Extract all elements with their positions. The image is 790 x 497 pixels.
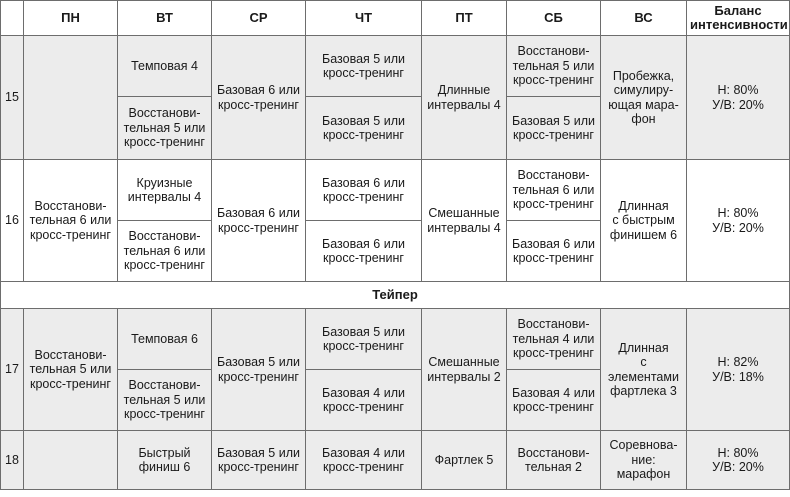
cell-text-line: Базовая 6 или [512,236,595,251]
cell-text-line: кросс-тренинг [512,346,594,361]
cell-text-line: Восстанови- [128,106,201,121]
cell-text-line: интервалы 4 [427,220,501,235]
balance-cell [687,36,790,160]
tue-top-cell [118,36,212,97]
week-16-row-top [1,160,790,221]
cell-text-line: ющая мара- [608,97,679,112]
cell-text-line: кросс-тренинг [512,73,594,88]
cell-text-line: У/В: 18% [712,369,764,384]
cell-text-line: кросс-тренинг [217,97,299,112]
cell-text-line: У/В: 20% [712,460,764,474]
cell-text-line: интервалы 4 [427,97,501,112]
cell-text-line: тельная 6 или [512,182,595,197]
header-sat: СБ [507,1,601,36]
wed-cell [212,309,306,431]
header-fri: ПТ [422,1,507,36]
cell-text-line: с элементами [608,355,679,384]
cell-text-line: кросс-тренинг [123,407,205,422]
tue-cell [118,431,212,490]
cell-text-line: тельная 6 или [123,243,206,258]
cell-text-line: кросс-тренинг [512,128,594,142]
week-15-row-top [1,36,790,97]
cell-text-line: кросс-тренинг [29,376,111,391]
cell-text-line: интервалы 2 [427,369,501,384]
tue-bottom-cell [118,97,212,160]
mon-cell [24,160,118,282]
cell-text-line: Базовая 4 или [322,445,405,460]
cell-text-line: тельная 6 или [29,213,112,228]
week-number: 17 [1,309,24,431]
week-number: 15 [1,36,24,160]
cell-text-line: с быстрым [612,213,675,228]
cell-text-line: Базовая 4 или [512,385,595,400]
cell-text-line: тельная 5 или [123,392,206,407]
cell-text-line: кросс-тренинг [29,227,111,242]
taper-row [1,282,790,309]
taper-label: Тейпер [1,282,790,309]
header-thu: ЧТ [306,1,422,36]
cell-text-line: Соревнова- [609,438,678,453]
tue-top-cell [118,309,212,370]
cell-text-line: кросс-тренинг [322,339,404,353]
wed-cell [212,36,306,160]
cell-text-line: Базовая 4 или [322,385,405,400]
fri-cell [422,309,507,431]
tue-bottom-cell [118,221,212,282]
cell-text-line: кросс-тренинг [217,220,299,235]
cell-text-line: интервалы 4 [127,190,202,204]
cell-text-line: Н: 80% [717,206,759,220]
cell-text-line: Восстанови- [517,168,590,183]
cell-text-line: Базовая 5 или [322,324,405,339]
cell-text-line: Восстанови- [128,378,201,393]
wed-cell [212,431,306,490]
cell-text-line: Длинная [618,198,669,213]
cell-text-line: Базовая 6 или [217,83,300,97]
header-sun: ВС [601,1,687,36]
cell-text-line: тельная 5 или [29,362,112,377]
cell-text-line: тельная 4 или [512,331,595,346]
cell-text-line: фон [631,112,656,126]
balance-cell [687,309,790,431]
cell-text-line: Пробежка, [612,68,675,83]
cell-text-line: Базовая 6 или [322,236,405,251]
cell-text-line: Длинная [618,340,669,355]
cell-text-line: Быстрый [138,445,191,460]
week-17-row-top [1,309,790,370]
cell-text-line: Базовая 5 или [322,51,405,66]
cell-text-line: тельная 5 или [512,58,595,73]
week-18-row [1,431,790,490]
cell-text-line: кросс-тренинг [322,66,404,80]
header-mon: ПН [24,1,118,36]
sat-cell [507,431,601,490]
mon-cell [24,309,118,431]
cell-text-line: Восстанови- [517,317,590,332]
cell-text-line: кросс-тренинг [512,251,594,265]
cell-text-line: кросс-тренинг [217,369,299,384]
cell-text-line: кросс-тренинг [322,128,404,142]
cell-text-line: кросс-тренинг [217,460,299,474]
cell-text-line: кросс-тренинг [322,460,404,474]
header-balance-line: Баланс [714,3,762,18]
cell-text-line: Базовая 5 или [512,113,595,128]
cell-text-line: кросс-тренинг [123,258,205,273]
cell-text-line: Восстанови- [34,347,107,362]
sun-cell [601,431,687,490]
cell-text-line: Н: 82% [717,355,759,369]
cell-text-line: Базовая 5 или [217,355,300,369]
fri-cell [422,431,507,490]
cell-text-line: Базовая 6 или [217,206,300,220]
wed-cell [212,160,306,282]
cell-text-line: У/В: 20% [712,220,764,235]
cell-text-line: У/В: 20% [712,97,764,112]
cell-text-line: Смешанные [428,355,500,369]
cell-text-line: кросс-тренинг [322,190,404,204]
sat-bottom-cell [507,370,601,431]
balance-cell [687,431,790,490]
sat-bottom-cell [507,97,601,160]
cell-text-line: кросс-тренинг [123,135,205,150]
cell-text-line: Восстанови- [34,198,107,213]
cell-text-line: Н: 80% [717,445,759,460]
thu-bottom-cell [306,97,422,160]
thu-top-cell [306,36,422,97]
cell-text-line: Базовая 5 или [322,113,405,128]
cell-text-line: Восстанови- [517,445,590,460]
cell-text-line: Базовая 5 или [217,445,300,460]
sun-cell [601,309,687,431]
tue-bottom-cell [118,370,212,431]
header-balance [687,1,790,36]
header-week [1,1,24,36]
cell-text-line: кросс-тренинг [322,400,404,414]
cell-text-line: кросс-тренинг [512,400,594,414]
header-tue: ВТ [118,1,212,36]
week-number: 16 [1,160,24,282]
week-number: 18 [1,431,24,490]
tue-top-cell [118,160,212,221]
cell-text-line: Базовая 6 или [322,175,405,190]
cell-text-line: Восстанови- [128,229,201,244]
cell-text-line: финиш 6 [138,460,191,474]
mon-cell [24,36,118,160]
cell-text-line: Длинные [437,83,491,97]
sat-bottom-cell [507,221,601,282]
header-row [1,1,790,36]
cell-text-line: кросс-тренинг [322,251,404,265]
cell-text-line: Темповая 4 [131,58,198,73]
cell-text-line: фартлека 3 [610,384,677,398]
sat-top-cell [507,160,601,221]
cell-text-line: симулиру- [613,83,674,97]
header-balance-line: интенсивности [690,17,788,32]
sun-cell [601,36,687,160]
sun-cell [601,160,687,282]
thu-bottom-cell [306,221,422,282]
balance-cell [687,160,790,282]
cell-text-line: Смешанные [428,206,500,220]
cell-text-line: Н: 80% [717,83,759,97]
cell-text-line: тельная 2 [525,460,582,474]
cell-text-line: Восстанови- [517,44,590,59]
thu-top-cell [306,160,422,221]
sat-top-cell [507,309,601,370]
thu-top-cell [306,309,422,370]
thu-cell [306,431,422,490]
cell-text-line: Фартлек 5 [434,452,494,467]
cell-text-line: тельная 5 или [123,120,206,135]
cell-text-line: Круизные [136,175,193,190]
fri-cell [422,160,507,282]
thu-bottom-cell [306,370,422,431]
cell-text-line: финишем 6 [609,227,678,242]
fri-cell [422,36,507,160]
cell-text-line: Темповая 6 [131,331,198,346]
cell-text-line: кросс-тренинг [512,197,594,212]
cell-text-line: ние: марафон [616,452,671,482]
mon-cell [24,431,118,490]
header-wed: СР [212,1,306,36]
sat-top-cell [507,36,601,97]
